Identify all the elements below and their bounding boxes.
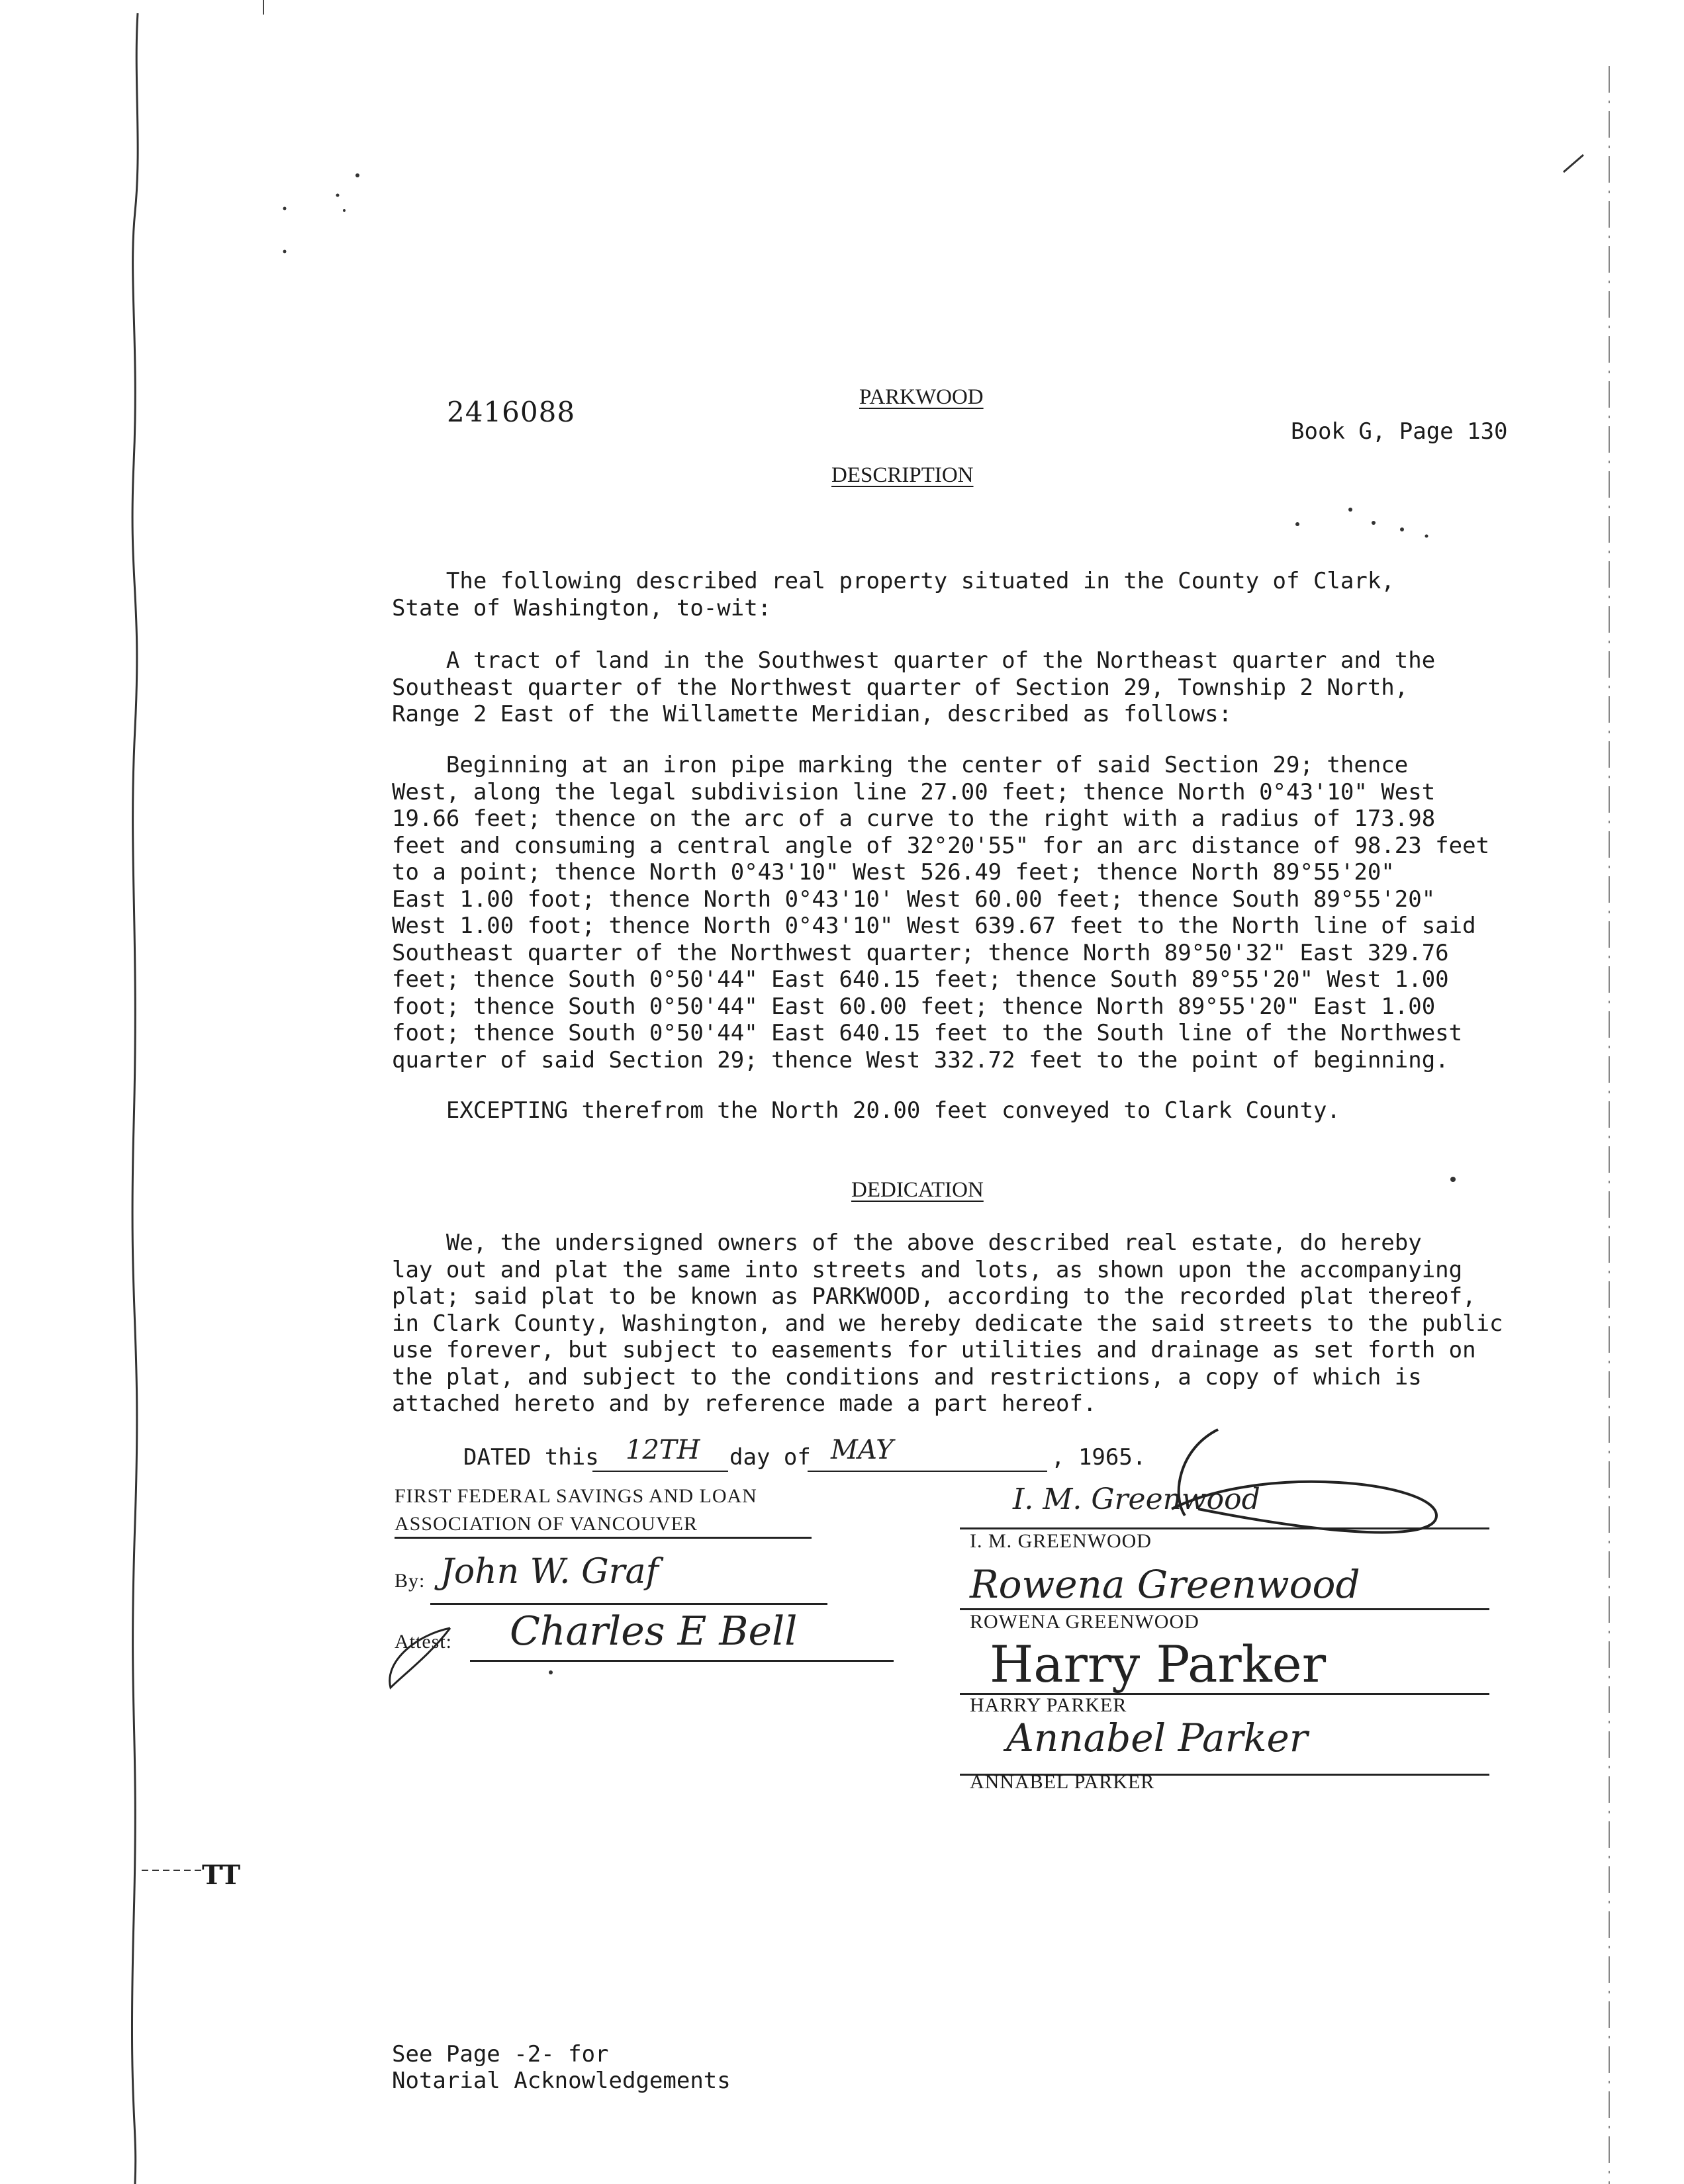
- book-page-reference: Book G, Page 130: [1291, 418, 1508, 445]
- rowena-signature-line: [960, 1608, 1489, 1610]
- footer-line-2: Notarial Acknowledgements: [392, 2068, 731, 2094]
- document-title: PARKWOOD: [859, 385, 984, 409]
- association-name-underline: [395, 1537, 812, 1539]
- description-paragraph-intro: The following described real property situated in the County of Clark, State of Washington, to-wit:: [392, 568, 1395, 621]
- by-signature: John W. Graf: [440, 1552, 659, 1592]
- attest-signature-line: [470, 1660, 894, 1662]
- description-heading: DESCRIPTION: [831, 463, 974, 487]
- association-name-line1: FIRST FEDERAL SAVINGS AND LOAN: [395, 1485, 757, 1507]
- dated-month-line: [808, 1471, 1047, 1472]
- dated-month-handwritten: MAY: [831, 1435, 894, 1465]
- dated-year: , 1965.: [1051, 1444, 1146, 1471]
- signer-name-harry: HARRY PARKER: [970, 1694, 1127, 1716]
- dedication-heading: DEDICATION: [851, 1178, 984, 1202]
- document-number: 2416088: [447, 396, 576, 428]
- margin-dash: [142, 1868, 208, 1874]
- attest-loop-stroke: [377, 1615, 457, 1694]
- signer-name-annabel: ANNABEL PARKER: [970, 1771, 1155, 1793]
- greenwood-signature: I. M. Greenwood: [1013, 1482, 1260, 1516]
- by-label: By:: [395, 1570, 426, 1592]
- margin-mark: TT: [202, 1860, 241, 1891]
- attest-label: Attest:: [395, 1631, 452, 1653]
- dedication-paragraph: We, the undersigned owners of the above described real estate, do hereby lay out and plat the same into streets and lots, as shown upon the accompanying plat; said plat to be known as PARKWOOD, according to the recorded plat thereof, in Clark County, Washington, and we hereby dedicate the said streets to the public use forever, but subject to easements for utilities and drainage as set forth on the plat, and subject to the conditions and restrictions, a copy of which is attached hereto and by reference made a part hereof.: [392, 1230, 1503, 1417]
- attest-signature: Charles E Bell: [510, 1608, 798, 1655]
- dated-day-line: [592, 1471, 728, 1472]
- association-name-line2: ASSOCIATION OF VANCOUVER: [395, 1513, 698, 1535]
- greenwood-signature-line: [960, 1527, 1489, 1529]
- harry-signature: Harry Parker: [990, 1635, 1327, 1694]
- description-paragraph-exception: EXCEPTING therefrom the North 20.00 feet conveyed to Clark County.: [392, 1097, 1340, 1124]
- dated-middle: day of: [729, 1444, 811, 1471]
- dated-prefix: DATED this: [463, 1444, 599, 1471]
- dated-day-handwritten: 12TH: [626, 1435, 700, 1465]
- signer-name-rowena: ROWENA GREENWOOD: [970, 1611, 1199, 1633]
- footer-line-1: See Page -2- for: [392, 2041, 609, 2068]
- signer-name-greenwood: I. M. GREENWOOD: [970, 1530, 1152, 1552]
- description-paragraph-tract: A tract of land in the Southwest quarter of the Northeast quarter and the Southeast quarter of the Northwest quarter of Section 29, Township 2 North, Range 2 East of the Willamette Meridian, described as follows:: [392, 647, 1436, 727]
- annabel-signature: Annabel Parker: [1006, 1715, 1308, 1760]
- rowena-signature: Rowena Greenwood: [970, 1562, 1360, 1607]
- by-signature-line: [430, 1603, 827, 1605]
- description-paragraph-metes-bounds: Beginning at an iron pipe marking the center of said Section 29; thence West, along the legal subdivision line 27.00 feet; thence North 0°43'10" West 19.66 feet; thence on the arc of a curve to the right with a radius of 173.98 feet and consuming a central angle of 32°20'55" for an arc distance of 98.23 feet to a point; thence North 0°43'10" West 526.49 feet; thence North 89°55'20" East 1.00 foot; thence North 0°43'10' West 60.00 feet; thence South 89°55'20" West 1.00 foot; thence North 0°43'10" West 639.67 feet to the North line of said Southeast quarter of the Northwest quarter; thence North 89°50'32" East 329.76 feet; thence South 0°50'44" East 640.15 feet; thence South 89°55'20" West 1.00 foot; thence South 0°50'44" East 60.00 feet; thence North 89°55'20" East 1.00 foot; thence South 0°50'44" East 640.15 feet to the South line of the Northwest quarter of said Section 29; thence West 332.72 feet to the point of beginning.: [392, 752, 1490, 1073]
